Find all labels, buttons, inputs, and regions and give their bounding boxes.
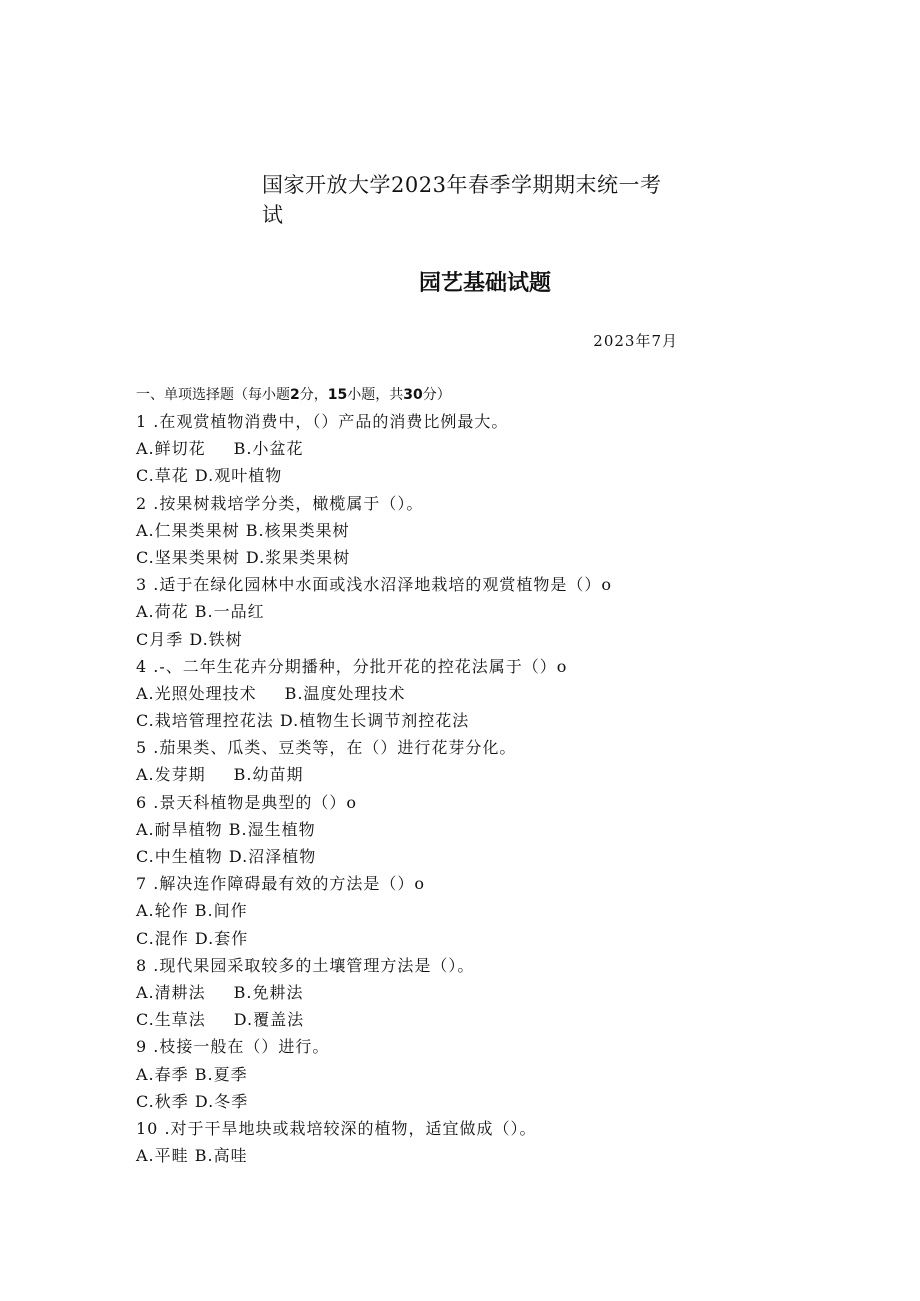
- option-text: A.光照处理技术: [136, 683, 257, 703]
- option-text: B.小盆花: [233, 439, 304, 459]
- option-text: A.鲜切花: [136, 439, 206, 459]
- question-stem: 5 .茄果类、瓜类、豆类等，在（）进行花芽分化。: [136, 738, 517, 758]
- section-header: [136, 382, 736, 408]
- option-text: C月季 D.铁树: [136, 629, 243, 649]
- option-text: B.免耕法: [233, 982, 304, 1002]
- question-stem: 8 .现代果园采取较多的土壤管理方法是（）。: [136, 955, 475, 975]
- option-row: [136, 925, 736, 952]
- question-content: [136, 382, 736, 1169]
- option-text: C.坚果类果树 D.浆果类果树: [136, 547, 351, 567]
- option-row: [136, 598, 736, 625]
- option-row: [136, 1142, 736, 1169]
- section-unit-1: 分，: [299, 387, 328, 403]
- exam-heading-line-1: 国家开放大学2023年春季学期期末统一考: [262, 173, 662, 197]
- option-row: [136, 1006, 736, 1033]
- question-stem: 2 .按果树栽培学分类，橄榄属于（）。: [136, 493, 424, 513]
- option-text: C.栽培管理控花法 D.植物生长调节剂控花法: [136, 711, 470, 731]
- section-total: 30: [403, 387, 423, 403]
- option-text: A.发芽期: [136, 765, 206, 785]
- option-row: [136, 761, 736, 788]
- option-text: A.清耕法: [136, 982, 206, 1002]
- question-list: [136, 408, 736, 1169]
- section-per-score: 2: [290, 387, 300, 403]
- question-stem: 4 .-、二年生花卉分期播种，分批开花的控花法属于（）o: [136, 656, 568, 676]
- option-row: [136, 1061, 736, 1088]
- option-row: [136, 1088, 736, 1115]
- option-text: B.幼苗期: [233, 765, 304, 785]
- section-prefix: 一、单项选择题（每小题: [136, 387, 290, 403]
- question-stem: 9 .枝接一般在（）进行。: [136, 1037, 330, 1057]
- option-text: A.春季 B.夏季: [136, 1064, 248, 1084]
- option-text: A.仁果类果树 B.核果类果树: [136, 520, 350, 540]
- exam-heading-line-2: 试: [262, 203, 284, 227]
- option-text: C.草花 D.观叶植物: [136, 466, 283, 486]
- question-stem: 10 .对于干旱地块或栽培较深的植物，适宜做成（）。: [136, 1118, 537, 1138]
- option-row: [136, 979, 736, 1006]
- option-text: A.轮作 B.间作: [136, 901, 248, 921]
- exam-heading: [262, 170, 682, 230]
- option-row: [136, 897, 736, 924]
- paper-title: 园艺基础试题: [418, 271, 551, 296]
- option-text: A.荷花 B.一品红: [136, 602, 265, 622]
- option-row: [136, 462, 736, 489]
- question-stem: 6 .景天科植物是典型的（）o: [136, 792, 357, 812]
- option-text: A.平畦 B.高哇: [136, 1146, 248, 1166]
- option-text: C.混作 D.套作: [136, 928, 249, 948]
- option-text: C.中生植物 D.沼泽植物: [136, 847, 317, 866]
- exam-date: 2023年7月: [593, 332, 678, 350]
- option-row: [136, 435, 736, 462]
- option-text: C.生草法: [136, 1010, 206, 1030]
- option-text: B.温度处理技术: [284, 683, 406, 703]
- option-row: [136, 517, 736, 544]
- question-stem: 3 .适于在绿化园林中水面或浅水沼泽地栽培的观赏植物是（）o: [136, 575, 612, 595]
- section-count: 15: [327, 387, 348, 403]
- option-row: [136, 816, 736, 843]
- option-row: [136, 680, 736, 707]
- option-text: C.秋季 D.冬季: [136, 1091, 249, 1111]
- option-row: [136, 626, 736, 653]
- question-stem: 1 .在观赏植物消费中，（）产品的消费比例最大。: [136, 412, 509, 431]
- option-row: [136, 843, 736, 870]
- option-text: A.耐旱植物 B.湿生植物: [136, 819, 316, 839]
- option-row: [136, 707, 736, 734]
- question-stem: 7 .解决连作障碍最有效的方法是（）o: [136, 874, 425, 894]
- option-row: [136, 544, 736, 571]
- section-unit-3: 分）: [422, 387, 451, 403]
- option-text: D.覆盖法: [233, 1010, 305, 1030]
- section-unit-2: 小题，共: [347, 387, 404, 403]
